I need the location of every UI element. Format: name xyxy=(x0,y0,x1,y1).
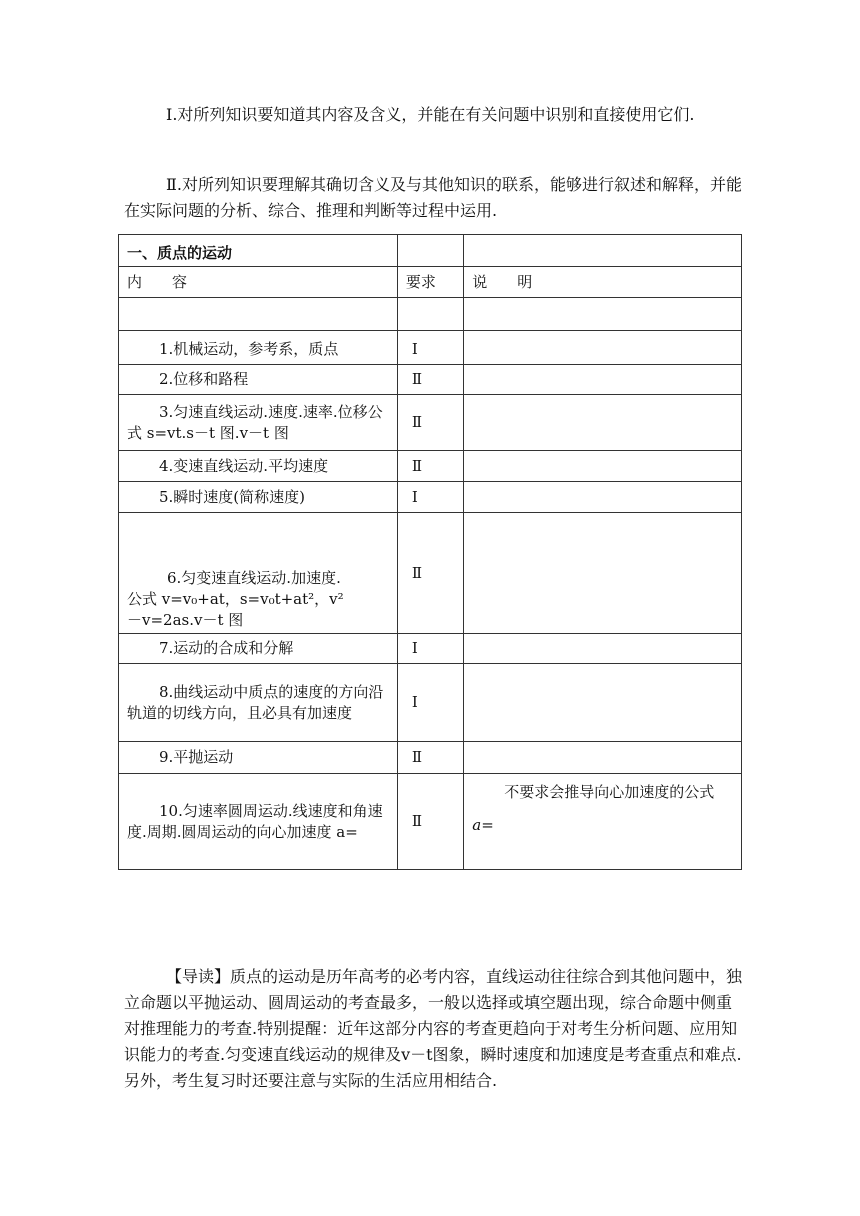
row-content-cell xyxy=(119,513,398,634)
column-header-requirement: 要求 xyxy=(397,267,463,298)
row-requirement: Ⅱ xyxy=(397,451,463,482)
row-content: 10.匀速率圆周运动.线速度和角速度.周期.圆周运动的向心加速度 a= xyxy=(119,774,398,870)
row-content: 1.机械运动，参考系，质点 xyxy=(119,331,398,365)
row-content: 5.瞬时速度(简称速度) xyxy=(119,482,398,513)
row-requirement: Ⅱ xyxy=(397,513,463,634)
table-row xyxy=(119,513,742,634)
row-formula-line-2: －v=2as.v－t 图 xyxy=(127,611,244,629)
column-header-note: 说 明 xyxy=(464,267,742,298)
row-note xyxy=(464,365,742,395)
row-note xyxy=(464,742,742,774)
row-formula-line-1: 公式 v=v₀+at，s=v₀t+at²，v² xyxy=(127,590,344,608)
requirements-table xyxy=(118,234,742,870)
level-1-description: Ⅰ.对所列知识要知道其内容及含义，并能在有关问题中识别和直接使用它们. xyxy=(166,105,695,124)
table-row xyxy=(119,365,742,395)
row-content: 8.曲线运动中质点的速度的方向沿轨道的切线方向，且必具有加速度 xyxy=(119,664,398,742)
row-note-formula: a= xyxy=(472,816,494,834)
table-row xyxy=(119,482,742,513)
row-note xyxy=(464,482,742,513)
row-note xyxy=(464,513,742,634)
row-content: 2.位移和路程 xyxy=(119,365,398,395)
column-header-content: 内 容 xyxy=(119,267,398,298)
table-row xyxy=(119,298,742,331)
row-note xyxy=(464,331,742,365)
row-note xyxy=(464,451,742,482)
row-note: 不要求会推导向心加速度的公式 xyxy=(504,783,715,801)
row-requirement: Ⅱ xyxy=(397,774,463,870)
table-row xyxy=(119,742,742,774)
row-requirement: Ⅱ xyxy=(397,365,463,395)
row-content: 7.运动的合成和分解 xyxy=(119,634,398,664)
row-content: 3.匀速直线运动.速度.速率.位移公式 s=vt.s－t 图.v－t 图 xyxy=(119,395,398,451)
row-content: 9.平抛运动 xyxy=(119,742,398,774)
table-row xyxy=(119,331,742,365)
table-row xyxy=(119,664,742,742)
level-2-description: Ⅱ.对所列知识要理解其确切含义及与其他知识的联系，能够进行叙述和解释，并能在实际问题的分析、综合、推理和判断等过程中运用. xyxy=(124,175,742,220)
table-row xyxy=(119,774,742,870)
section-title: 一、质点的运动 xyxy=(119,235,398,267)
row-requirement: Ⅰ xyxy=(397,331,463,365)
row-note xyxy=(464,634,742,664)
row-requirement: Ⅱ xyxy=(397,395,463,451)
table-header-row xyxy=(119,267,742,298)
row-content: 6.匀变速直线运动.加速度. xyxy=(167,569,341,587)
table-row xyxy=(119,395,742,451)
row-requirement: Ⅰ xyxy=(397,664,463,742)
row-note-cell xyxy=(464,774,742,870)
table-row xyxy=(119,451,742,482)
table-row xyxy=(119,235,742,267)
row-requirement: Ⅰ xyxy=(397,634,463,664)
row-requirement: Ⅰ xyxy=(397,482,463,513)
row-content: 4.变速直线运动.平均速度 xyxy=(119,451,398,482)
row-requirement: Ⅱ xyxy=(397,742,463,774)
table-row xyxy=(119,634,742,664)
row-note xyxy=(464,395,742,451)
row-note xyxy=(464,664,742,742)
guide-paragraph: 【导读】质点的运动是历年高考的必考内容，直线运动往往综合到其他问题中，独立命题以平抛运动、圆周运动的考查最多，一般以选择或填空题出现，综合命题中侧重对推理能力的考查.特别提醒：近年这部分内容的考查更趋向于对考生分析问题、应用知识能力的考查.匀变速直线运动的规律及v－t图象，瞬时速度和加速度是考查重点和难点.另外，考生复习时还要注意与实际的生活应用相结合. xyxy=(124,967,743,1090)
